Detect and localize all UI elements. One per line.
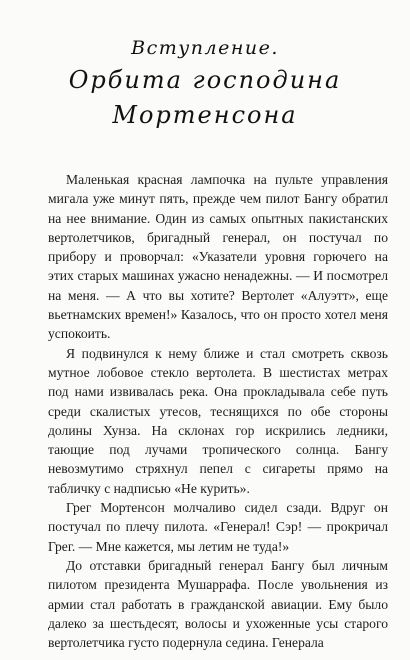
paragraph-2: Я подвинулся к нему ближе и стал смотреть сквозь мутное лобовое стекло вертолета. В шестистах метрах под нами извивалась река. Она прокладывала себе путь среди скалистых утесов, теснящихся по обе стороны долины Хунза. На склонах гор искрились ледники, тающие под лучами тропического солнца. Бангу невозмутимо стряхнул пепел с сигареты прямо на табличку с надписью «Не курить». xyxy=(48,345,388,496)
chapter-title-line-1: Орбита господина xyxy=(68,66,342,94)
paragraph-3: Грег Мортенсон молчаливо сидел сзади. Вдруг он постучал по плечу пилота. «Генерал! Сэр! — прокричал Грег. — Мне кажется, мы летим не туда!» xyxy=(48,500,388,554)
body-text xyxy=(48,170,388,652)
paragraph-1: Маленькая красная лампочка на пульте управления мигала уже минут пять, прежде чем пилот Бангу обратил на нее внимание. Один из самых опытных пакистанских вертолетчиков, бригадный генерал, он постучал по прибору и проворчал: «Указатели уровня горючего на этих старых машинах ужасно ненадежны. — И посмотрел на меня. — А что вы хотите? Вертолет «Алуэтт», еще вьетнамских времен!» Казалось, что он просто хотел меня успокоить. xyxy=(48,172,388,342)
paragraph-4: До отставки бригадный генерал Бангу был личным пилотом президента Мушаррафа. После увольнения из армии стал работать в гражданской авиации. Ему было далеко за шестьдесят, волосы и ухоженные усы старого вертолетчика густо подернула седина. Генерала xyxy=(48,557,388,651)
chapter-label: Вступление. xyxy=(131,37,279,59)
chapter-title-line-2: Мортенсона xyxy=(112,101,298,129)
